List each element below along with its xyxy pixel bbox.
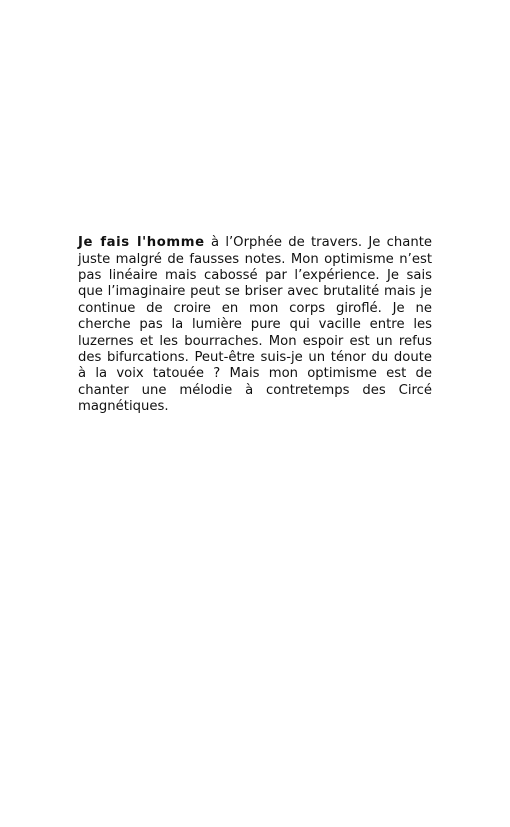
lead-phrase: Je fais l'homme bbox=[78, 235, 205, 251]
poem-paragraph bbox=[78, 235, 432, 415]
paragraph-body: à l’Orphée de travers. Je chante juste malgré de fausses notes. Mon optimisme n’est pas linéaire mais cabossé par l’expérience. Je sais que l’imaginaire peut se briser avec brutalité mais je continue de croire en mon corps giroflé. Je ne cherche pas la lumière pure qui vacille entre les luzernes et les bourraches. Mon espoir est un refus des bifurcations. Peut-être suis-je un ténor du doute à la voix tatouée ? Mais mon optimisme est de chanter une mélodie à contretemps des Circé magnétiques. bbox=[78, 235, 432, 415]
